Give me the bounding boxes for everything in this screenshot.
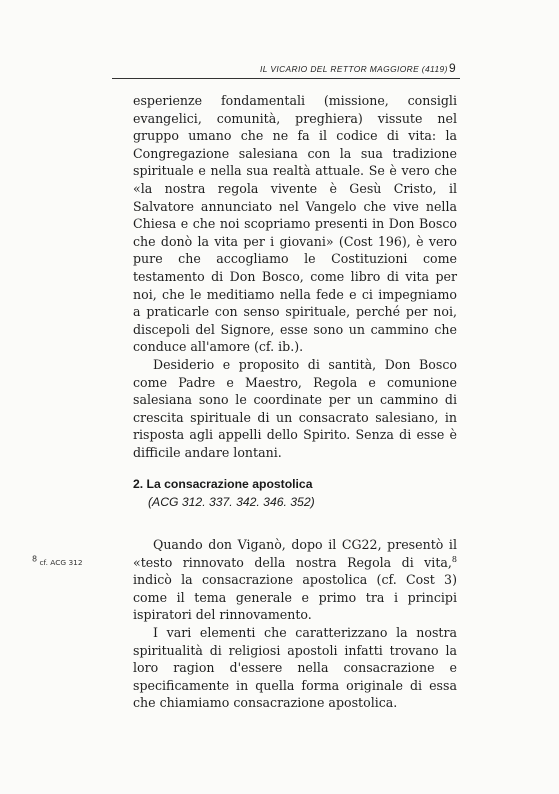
header-rule [112,78,460,79]
paragraph-4: I vari elementi che caratterizzano la nostra spiritualità di religiosi apostoli infatti trovano la loro ragion d'essere nella consacrazione e specificamente in quella forma originale di essa che chiamiamo consacrazione apostolica. [133,624,457,711]
paragraph-1: esperienze fondamentali (missione, consigli evangelici, comunità, preghiera) vissute nel gruppo umano che ne fa il codice di vita: la Congregazione salesiana con la sua tradizione spirituale e nella sua realtà attuale. Se è vero che «la nostra regola vivente è Gesù Cristo, il Salvatore annunciato nel Vangelo che vive nella Chiesa e che noi scopriamo presenti in Don Bosco che donò la vita per i giovani» (Cost 196), è vero pure che accogliamo le Costituzioni come testamento di Don Bosco, come libro di vita per noi, che le meditiamo nella fede e ci impegniamo a praticarle con senso spirituale, perché per noi, discepoli del Signore, esse sono un cammino che conduce all'amore (cf. ib.). [133,93,457,355]
margin-footnote-mark: 8 [32,554,38,564]
paragraph-3-text-a: Quando don Viganò, dopo il CG22, presentò il «testo rinnovato della nostra Regola di vita, [133,537,457,570]
paragraph-2: Desiderio e proposito di santità, Don Bosco come Padre e Maestro, Regola e comunione salesiana sono le coordinate per un cammino di crescita spirituale di un consacrato salesiano, in risposta agli appelli dello Spirito. Senza di esse è difficile andare lontani. [133,356,457,460]
section-references: (ACG 312. 337. 342. 346. 352) [148,494,315,509]
text-block-upper [133,92,457,461]
text-block-lower [133,536,457,712]
running-head: IL VICARIO DEL RETTOR MAGGIORE (4119) [260,64,448,74]
page-number: 9 [449,61,456,75]
margin-footnote [32,554,83,567]
paragraph-3 [133,536,457,624]
paragraph-3-text-b: indicò la consacrazione apostolica (cf. Cost 3) come il tema generale e primo tra i principi ispiratori del rinnovamento. [133,572,457,623]
footnote-reference: 8 [451,554,457,564]
section-heading [133,476,463,511]
section-title: 2. La consacrazione apostolica [133,477,313,491]
margin-footnote-text: cf. ACG 312 [39,558,83,567]
